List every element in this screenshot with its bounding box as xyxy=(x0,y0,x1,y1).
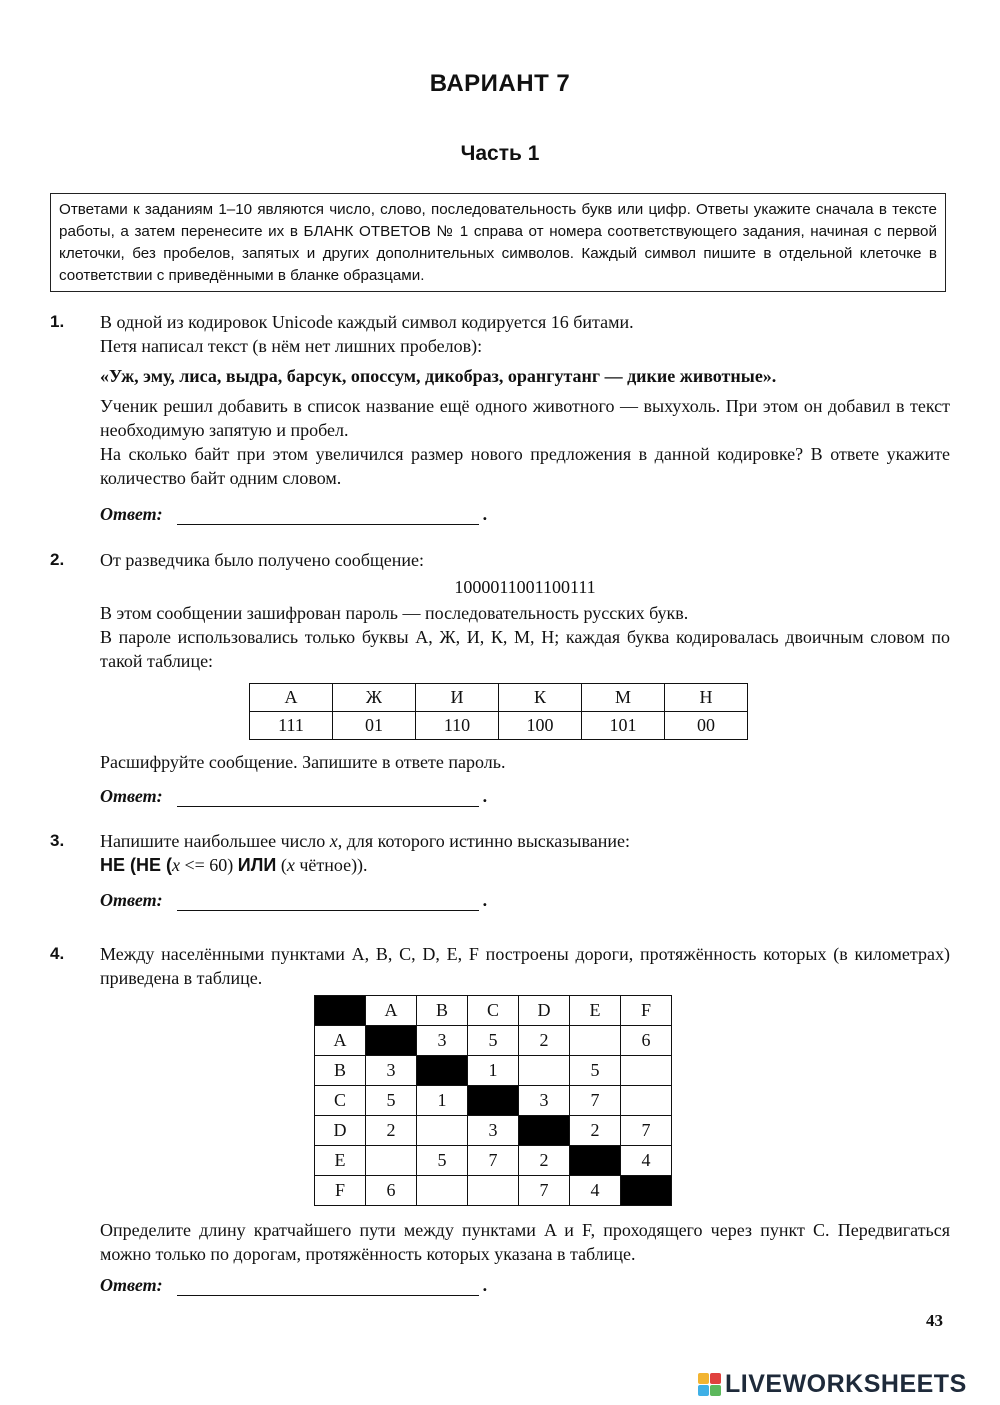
answer-row-2 xyxy=(100,786,487,807)
row-header: C xyxy=(315,1086,366,1116)
answer-input-4[interactable] xyxy=(177,1277,479,1296)
distance-cell: 5 xyxy=(366,1086,417,1116)
column-header: A xyxy=(366,996,417,1026)
answer-input-3[interactable] xyxy=(177,892,479,911)
diagonal-cell xyxy=(519,1116,570,1146)
task-text: Расшифруйте сообщение. Запишите в ответе пароль. xyxy=(100,752,506,772)
column-header: E xyxy=(570,996,621,1026)
distance-cell xyxy=(417,1176,468,1206)
code-value: 01 xyxy=(333,712,416,740)
task-text: В пароле использовались только буквы А, Ж, И, К, М, Н; каждая буква кодировалась двоичным словом по такой таблице: xyxy=(100,627,950,671)
distance-cell: 4 xyxy=(570,1176,621,1206)
code-letter: Н xyxy=(665,684,748,712)
task-text: Петя написал текст (в нём нет лишних пробелов): xyxy=(100,336,483,356)
distance-cell: 7 xyxy=(519,1176,570,1206)
brand-name: LIVEWORKSHEETS xyxy=(725,1369,967,1398)
task-number: 3. xyxy=(50,831,65,850)
code-value: 111 xyxy=(250,712,333,740)
column-header: C xyxy=(468,996,519,1026)
page-title: ВАРИАНТ 7 xyxy=(429,70,571,97)
row-header: A xyxy=(315,1026,366,1056)
distance-cell: 2 xyxy=(519,1146,570,1176)
page-number: 43 xyxy=(926,1311,943,1330)
task-text: Между населёнными пунктами A, B, C, D, E, F построены дороги, протяжённость которых (в километрах) приведена в таблице. xyxy=(100,944,950,988)
liveworksheets-logo-icon xyxy=(698,1373,721,1396)
distance-cell: 3 xyxy=(366,1056,417,1086)
answer-label: Ответ: xyxy=(100,786,163,806)
distance-cell: 5 xyxy=(570,1056,621,1086)
distance-cell xyxy=(417,1116,468,1146)
distance-cell: 7 xyxy=(570,1086,621,1116)
task-text: В этом сообщении зашифрован пароль — последовательность русских букв. xyxy=(100,603,689,623)
roads-header-row xyxy=(315,996,672,1026)
column-header: B xyxy=(417,996,468,1026)
code-letter: К xyxy=(499,684,582,712)
logic-expression: НЕ (НЕ (x <= 60) ИЛИ (x чётное)). xyxy=(100,855,368,875)
diagonal-cell xyxy=(468,1086,519,1116)
answer-label: Ответ: xyxy=(100,890,163,910)
answer-label: Ответ: xyxy=(100,1275,163,1295)
distance-cell: 2 xyxy=(366,1116,417,1146)
task-text: На сколько байт при этом увеличился размер нового предложения в данной кодировке? В ответе укажите количество байт одним словом. xyxy=(100,444,950,488)
answer-label: Ответ: xyxy=(100,504,163,524)
code-letter: А xyxy=(250,684,333,712)
answer-input-2[interactable] xyxy=(177,788,479,807)
column-header: D xyxy=(519,996,570,1026)
task-number: 1. xyxy=(50,312,65,331)
code-value: 100 xyxy=(499,712,582,740)
distance-cell xyxy=(468,1176,519,1206)
distance-cell: 3 xyxy=(417,1026,468,1056)
code-value: 101 xyxy=(582,712,665,740)
distance-cell: 3 xyxy=(519,1086,570,1116)
distance-cell: 4 xyxy=(621,1146,672,1176)
answer-dot: . xyxy=(482,786,488,806)
answer-row-3 xyxy=(100,890,487,911)
binary-message: 1000011001100111 xyxy=(454,577,596,597)
code-table-letters-row xyxy=(250,684,748,712)
corner-cell xyxy=(315,996,366,1026)
task-text: Определите длину кратчайшего пути между пунктами A и F, проходящего через пункт C. Передвигаться можно только по дорогам, протяжённость которых указана в таблице. xyxy=(100,1220,950,1264)
roads-table xyxy=(314,995,672,1206)
distance-cell: 5 xyxy=(417,1146,468,1176)
distance-cell xyxy=(570,1026,621,1056)
roads-row xyxy=(315,1116,672,1146)
column-header: F xyxy=(621,996,672,1026)
task-text: От разведчика было получено сообщение: xyxy=(100,550,424,570)
code-value: 00 xyxy=(665,712,748,740)
task-text: Напишите наибольшее число x, для которого истинно высказывание: xyxy=(100,831,630,851)
roads-row xyxy=(315,1056,672,1086)
task-text: Ученик решил добавить в список название ещё одного животного — выхухоль. При этом он добавил в текст необходимую запятую и пробел. xyxy=(100,396,950,440)
code-letter: М xyxy=(582,684,665,712)
code-value: 110 xyxy=(416,712,499,740)
answer-dot: . xyxy=(482,1275,488,1295)
answer-dot: . xyxy=(482,504,488,524)
roads-row xyxy=(315,1146,672,1176)
quoted-text: «Уж, эму, лиса, выдра, барсук, опоссум, дикобраз, орангутанг — дикие животные». xyxy=(100,366,777,386)
distance-cell: 1 xyxy=(417,1086,468,1116)
answer-row-1 xyxy=(100,504,487,525)
code-letter: И xyxy=(416,684,499,712)
distance-cell: 1 xyxy=(468,1056,519,1086)
instructions-box: Ответами к заданиям 1–10 являются число, слово, последовательность букв или цифр. Ответы укажите сначала в тексте работы, а затем перенесите их в БЛАНК ОТВЕТОВ № 1 справа от номера соответствующего задания, начиная с первой клеточки, без пробелов, запятых и других дополнительных символов. Каждый символ пишите в отдельной клеточке в соответствии с приведёнными в бланке образцами. xyxy=(50,193,946,292)
code-table xyxy=(249,683,748,740)
distance-cell: 7 xyxy=(468,1146,519,1176)
code-letter: Ж xyxy=(333,684,416,712)
task-text: В одной из кодировок Unicode каждый символ кодируется 16 битами. xyxy=(100,312,634,332)
diagonal-cell xyxy=(366,1026,417,1056)
row-header: B xyxy=(315,1056,366,1086)
task-number: 2. xyxy=(50,550,65,569)
diagonal-cell xyxy=(417,1056,468,1086)
liveworksheets-logo xyxy=(698,1369,967,1399)
answer-dot: . xyxy=(482,890,488,910)
answer-input-1[interactable] xyxy=(177,506,479,525)
distance-cell: 2 xyxy=(519,1026,570,1056)
distance-cell xyxy=(621,1086,672,1116)
part-title: Часть 1 xyxy=(460,142,540,165)
distance-cell: 3 xyxy=(468,1116,519,1146)
roads-row xyxy=(315,1176,672,1206)
diagonal-cell xyxy=(621,1176,672,1206)
task-number: 4. xyxy=(50,944,65,963)
code-table-codes-row xyxy=(250,712,748,740)
distance-cell: 6 xyxy=(366,1176,417,1206)
distance-cell xyxy=(366,1146,417,1176)
distance-cell xyxy=(519,1056,570,1086)
row-header: F xyxy=(315,1176,366,1206)
distance-cell: 2 xyxy=(570,1116,621,1146)
distance-cell: 5 xyxy=(468,1026,519,1056)
answer-row-4 xyxy=(100,1275,487,1296)
roads-row xyxy=(315,1086,672,1116)
row-header: E xyxy=(315,1146,366,1176)
diagonal-cell xyxy=(570,1146,621,1176)
distance-cell: 6 xyxy=(621,1026,672,1056)
distance-cell xyxy=(621,1056,672,1086)
roads-row xyxy=(315,1026,672,1056)
distance-cell: 7 xyxy=(621,1116,672,1146)
row-header: D xyxy=(315,1116,366,1146)
